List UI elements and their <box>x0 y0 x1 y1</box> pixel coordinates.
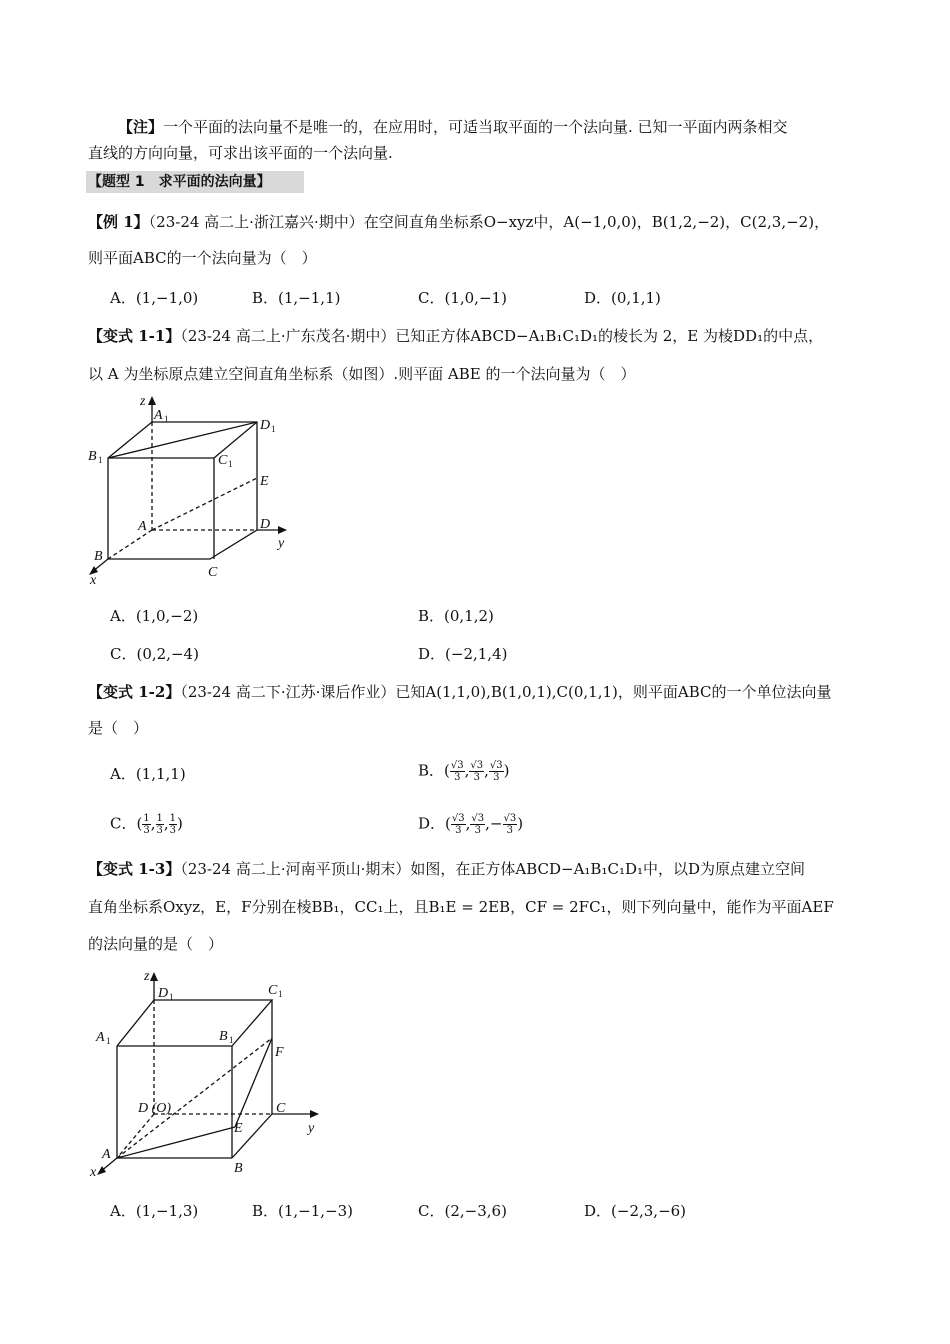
fig2-label-a1: A <box>96 1030 105 1045</box>
opt-b-prefix: B．( <box>418 761 450 780</box>
fig2-label-b: B <box>234 1161 243 1176</box>
variant1-2-option-a[interactable]: A．(1,1,1) <box>110 765 186 783</box>
cube-figure-2 <box>82 966 332 1184</box>
frac <box>142 813 150 836</box>
frac-den: 3 <box>156 825 163 836</box>
variant1-3-line-2: 直角坐标系Oxyz，E，F分别在棱BB₁，CC₁上，且B₁E = 2EB，CF = 2FC₁，则下列向量中，能作为平面AEF <box>88 898 834 916</box>
comma: , <box>485 814 490 833</box>
note-text-1: 一个平面的法向量不是唯一的，在应用时，可适当取平面的一个法向量. 已知一平面内两条相交 <box>163 118 788 136</box>
frac-den: 3 <box>454 772 461 783</box>
variant1-3-option-b[interactable]: B．(1,−1,−3) <box>252 1202 354 1220</box>
frac <box>451 813 466 836</box>
fig1-label-b1: B <box>88 449 97 464</box>
frac-num: √3 <box>489 760 503 771</box>
variant1-2-option-c[interactable] <box>110 813 183 836</box>
comma: , <box>150 814 156 833</box>
variant1-2-line-1 <box>88 682 831 702</box>
frac-den: 3 <box>506 825 514 836</box>
example1-label: 【例 1】 <box>88 213 149 231</box>
example1-text-1: （23-24 高二上·浙江嘉兴·期中）在空间直角坐标系O−xyz中，A(−1,0,0)，B(1,2,−2)，C(2,3,−2)， <box>148 213 830 231</box>
fig2-label-d1: D <box>158 986 169 1001</box>
comma: , <box>163 814 169 833</box>
fig2-sub-d1: 1 <box>169 992 174 1002</box>
frac-den: 3 <box>455 825 462 836</box>
fig2-sub-c1: 1 <box>278 989 283 999</box>
close-paren: ) <box>517 814 524 833</box>
close-paren: ) <box>503 761 510 780</box>
fig2-label-b1: B <box>219 1029 228 1044</box>
fig1-sub-d1: 1 <box>271 424 276 434</box>
fig2-label-c1: C <box>268 983 278 998</box>
frac-den: 3 <box>474 825 481 836</box>
variant1-1-label: 【变式 1-1】 <box>88 327 181 345</box>
frac <box>489 760 504 783</box>
fig1-label-b: B <box>94 549 103 564</box>
frac-num: 1 <box>156 813 163 824</box>
variant1-3-text-1: （23-24 高二上·河南平顶山·期末）如图，在正方体ABCD−A₁B₁C₁D₁中，以D为原点建立空间 <box>180 860 806 878</box>
comma: , <box>464 761 470 780</box>
fig2-label-f: F <box>275 1045 284 1060</box>
variant1-1-text-1: （23-24 高二上·广东茂名·期中）已知正方体ABCD−A₁B₁C₁D₁的棱长为 2，E 为棱DD₁的中点， <box>180 327 824 345</box>
fig1-label-x: x <box>90 573 97 588</box>
frac-num: √3 <box>471 813 485 824</box>
variant1-1-option-b[interactable]: B．(0,1,2) <box>418 607 494 625</box>
note-label: 【注】 <box>118 118 164 136</box>
fig2-label-do: D (O) <box>138 1101 172 1116</box>
example1-option-c[interactable]: C．(1,0,−1) <box>418 289 507 307</box>
variant1-3-option-d[interactable]: D．(−2,3,−6) <box>584 1202 687 1220</box>
opt-c-prefix: C．( <box>110 814 143 833</box>
example1-option-d[interactable]: D．(0,1,1) <box>584 289 661 307</box>
variant1-3-line-1 <box>88 859 805 879</box>
frac-num: √3 <box>470 760 484 771</box>
fig1-label-y: y <box>278 536 285 551</box>
fig2-label-a: A <box>102 1147 111 1162</box>
frac <box>469 760 484 783</box>
variant1-3-option-a[interactable]: A．(1,−1,3) <box>110 1202 199 1220</box>
frac-num: 1 <box>143 813 150 824</box>
frac-num: √3 <box>451 813 465 824</box>
variant1-2-label: 【变式 1-2】 <box>88 683 181 701</box>
frac-den: 3 <box>493 772 500 783</box>
variant1-2-option-d[interactable] <box>418 813 523 836</box>
variant1-1-line-2: 以 A 为坐标原点建立空间直角坐标系（如图）.则平面 ABE 的一个法向量为（ ） <box>88 365 636 383</box>
variant1-2-option-b[interactable] <box>418 760 510 783</box>
note-line-2: 直线的方向向量，可求出该平面的一个法向量. <box>88 144 393 162</box>
fig1-sub-a1: 1 <box>164 414 169 424</box>
fig1-label-z: z <box>140 394 146 409</box>
frac <box>450 760 465 783</box>
frac-den: 3 <box>143 825 150 836</box>
fig2-label-y: y <box>308 1121 315 1136</box>
frac <box>156 813 164 836</box>
fig2-label-x: x <box>90 1165 97 1180</box>
fig1-label-d: D <box>260 517 271 532</box>
comma: , <box>484 761 489 780</box>
fig1-label-c1: C <box>218 453 228 468</box>
fig2-sub-b1: 1 <box>229 1035 234 1045</box>
cube-figure-1 <box>82 392 302 592</box>
fig2-label-c: C <box>276 1101 286 1116</box>
variant1-3-option-c[interactable]: C．(2,−3,6) <box>418 1202 507 1220</box>
fig2-sub-a1: 1 <box>106 1036 111 1046</box>
fig1-label-a: A <box>138 519 147 534</box>
frac-den: 3 <box>169 825 177 836</box>
variant1-1-option-a[interactable]: A．(1,0,−2) <box>110 607 199 625</box>
variant1-2-text-1: （23-24 高二下·江苏·课后作业）已知A(1,1,0),B(1,0,1),C(0,1,1)，则平面ABC的一个单位法向量 <box>180 683 832 701</box>
fig1-sub-b1: 1 <box>98 455 103 465</box>
fig1-sub-c1: 1 <box>228 459 233 469</box>
example1-line-2: 则平面ABC的一个法向量为（ ） <box>88 249 317 267</box>
note-line-1 <box>118 117 788 137</box>
frac <box>503 813 518 836</box>
fig1-label-c: C <box>208 565 218 580</box>
variant1-3-label: 【变式 1-3】 <box>88 860 181 878</box>
variant1-2-line-2: 是（ ） <box>88 719 149 737</box>
frac <box>169 813 177 836</box>
frac <box>470 813 485 836</box>
comma: , <box>465 814 471 833</box>
minus-sign: − <box>489 814 503 833</box>
variant1-1-option-d[interactable]: D．(−2,1,4) <box>418 645 508 663</box>
frac-num: 1 <box>169 813 177 824</box>
frac-num: √3 <box>503 813 517 824</box>
fig2-label-e: E <box>234 1121 243 1136</box>
opt-d-prefix: D．( <box>418 814 451 833</box>
section-heading: 【题型 1 求平面的法向量】 <box>86 171 304 193</box>
variant1-1-line-1 <box>88 326 823 346</box>
example1-option-a[interactable]: A．(1,−1,0) <box>110 289 199 307</box>
example1-option-b[interactable]: B．(1,−1,1) <box>252 289 341 307</box>
example1-line-1 <box>88 212 829 232</box>
frac-num: √3 <box>450 760 464 771</box>
close-paren: ) <box>177 814 183 833</box>
variant1-1-option-c[interactable]: C．(0,2,−4) <box>110 645 199 663</box>
fig1-label-e: E <box>260 474 269 489</box>
variant1-3-line-3: 的法向量的是（ ） <box>88 935 224 953</box>
fig1-label-d1: D <box>260 418 271 433</box>
frac-den: 3 <box>473 772 480 783</box>
fig1-label-a1: A <box>154 408 163 423</box>
fig2-label-z: z <box>144 969 150 984</box>
